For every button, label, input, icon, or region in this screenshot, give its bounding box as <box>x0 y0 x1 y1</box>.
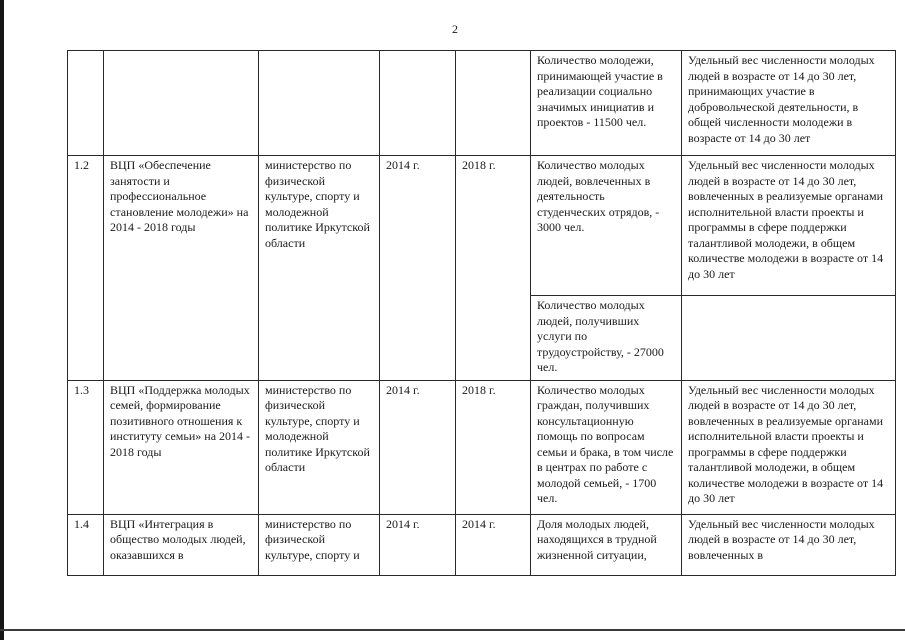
table-row <box>68 514 896 575</box>
row-number-cell: 1.4 <box>68 514 104 575</box>
ministry-cell: министерство по физической культуре, спорту и молодежной политике Иркутской области <box>259 380 380 514</box>
indicator-cell: Количество молодых людей, получивших услуги по трудоустройству, - 27000 чел. <box>531 296 682 381</box>
indicator-cell: Количество молодежи, принимающей участие в реализации социально значимых инициатив и проектов - 11500 чел. <box>531 51 682 156</box>
indicator-cell: Количество молодых граждан, получивших консультационную помощь по вопросам семьи и брака, в том числе в центрах по работе с молодой семьей, - 1700 чел. <box>531 380 682 514</box>
row-number-cell: 1.2 <box>68 156 104 381</box>
end-year-cell: 2018 г. <box>456 156 531 381</box>
ministry-cell <box>259 51 380 156</box>
table-row <box>68 380 896 514</box>
end-year-cell: 2014 г. <box>456 514 531 575</box>
program-name-cell: ВЦП «Обеспечение занятости и профессиональное становление молодежи» на 2014 - 2018 годы <box>104 156 259 381</box>
row-number-cell: 1.3 <box>68 380 104 514</box>
ministry-cell: министерство по физической культуре, спорту и молодежной политике Иркутской области <box>259 156 380 381</box>
end-year-cell: 2018 г. <box>456 380 531 514</box>
target-indicator-cell: Удельный вес численности молодых людей в возрасте от 14 до 30 лет, вовлеченных в <box>682 514 896 575</box>
program-name-cell: ВЦП «Интеграция в общество молодых людей, оказавшихся в <box>104 514 259 575</box>
target-indicator-cell: Удельный вес численности молодых людей в возрасте от 14 до 30 лет, вовлеченных в реализуемые органами исполнительной власти проекты и программы в сфере поддержки талантливой молодежи, в общем количестве молодежи в возрасте от 14 до 30 лет <box>682 380 896 514</box>
row-number-cell <box>68 51 104 156</box>
end-year-cell <box>456 51 531 156</box>
table-row <box>68 51 896 156</box>
target-indicator-cell: Удельный вес численности молодых людей в возрасте от 14 до 30 лет, принимающих участие в добровольческой деятельности, в общей численности молодежи в возрасте от 14 до 30 лет <box>682 51 896 156</box>
page-number: 2 <box>452 22 458 36</box>
program-table <box>67 50 896 576</box>
program-name-cell <box>104 51 259 156</box>
start-year-cell <box>380 51 456 156</box>
scan-left-edge <box>0 0 4 640</box>
target-indicator-cell: Удельный вес численности молодых людей в возрасте от 14 до 30 лет, вовлеченных в реализуемые органами исполнительной власти проекты и программы в сфере поддержки талантливой молодежи, в общем количестве молодежи в возрасте от 14 до 30 лет <box>682 156 896 296</box>
ministry-cell: министерство по физической культуре, спорту и <box>259 514 380 575</box>
start-year-cell: 2014 г. <box>380 380 456 514</box>
table-row <box>68 156 896 296</box>
scan-bottom-edge <box>0 629 905 631</box>
start-year-cell: 2014 г. <box>380 156 456 381</box>
indicator-cell: Доля молодых людей, находящихся в трудной жизненной ситуации, <box>531 514 682 575</box>
start-year-cell: 2014 г. <box>380 514 456 575</box>
target-indicator-cell <box>682 296 896 381</box>
indicator-cell: Количество молодых людей, вовлеченных в деятельность студенческих отрядов, - 3000 чел. <box>531 156 682 296</box>
program-name-cell: ВЦП «Поддержка молодых семей, формирование позитивного отношения к институту семьи» на 2014 - 2018 годы <box>104 380 259 514</box>
